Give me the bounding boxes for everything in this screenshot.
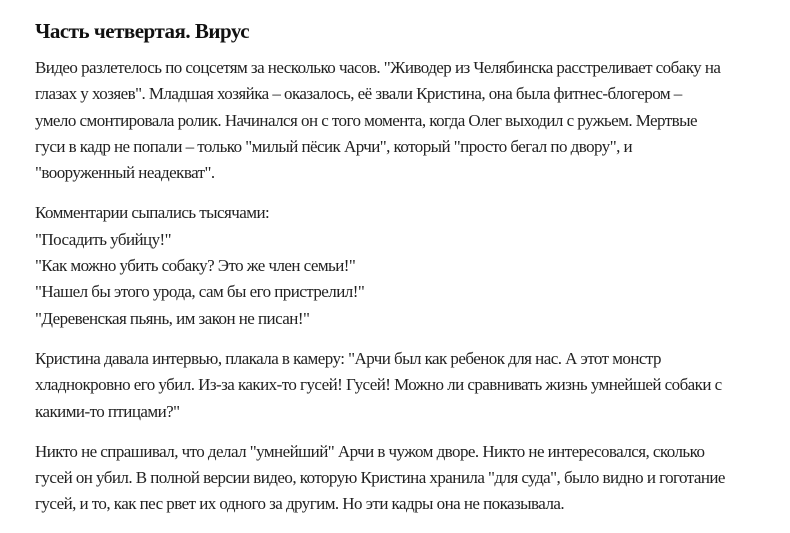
comment-line: "Посадить убийцу!" bbox=[35, 229, 172, 249]
paragraph-hidden-footage: Никто не спрашивал, что делал "умнейший" Арчи в чужом дворе. Никто не интересовался, сколько гусей он убил. В полной версии видео, которую Кристина хранила "для суда", было видно и гоготание гусей, и то, как пес рвет их одного за другим. Но эти кадры она не показывала. bbox=[35, 441, 725, 514]
article bbox=[35, 17, 725, 532]
comment-line: "Деревенская пьянь, им закон не писан!" bbox=[35, 308, 310, 328]
paragraph-interview: Кристина давала интервью, плакала в камеру: "Арчи был как ребенок для нас. А этот монстр хладнокровно его убил. Из-за каких-то гусей! Гусей! Можно ли сравнивать жизнь умнейшей собаки с какими-то птицами?" bbox=[35, 348, 722, 421]
paragraph-video: Видео разлетелось по соцсетям за несколько часов. "Живодер из Челябинска расстреливает собаку на глазах у хозяев". Младшая хозяйка – оказалось, её звали Кристина, она была фитнес-блогером – умело смонтировала ролик. Начинался он с того момента, когда Олег выходил с ружьем. Мертвые гуси в кадр не попали – только "милый пёсик Арчи", который "просто бегал по двору", и "вооруженный неадекват". bbox=[35, 58, 721, 183]
comment-line: "Как можно убить собаку? Это же член семьи!" bbox=[35, 256, 356, 276]
chapter-title: Часть четвертая. Вирус bbox=[35, 19, 250, 43]
comments-intro: Комментарии сыпались тысячами: bbox=[35, 203, 270, 223]
comment-line: "Нашел бы этого урода, сам бы его пристрелил!" bbox=[35, 282, 365, 302]
comments-block bbox=[35, 200, 725, 331]
